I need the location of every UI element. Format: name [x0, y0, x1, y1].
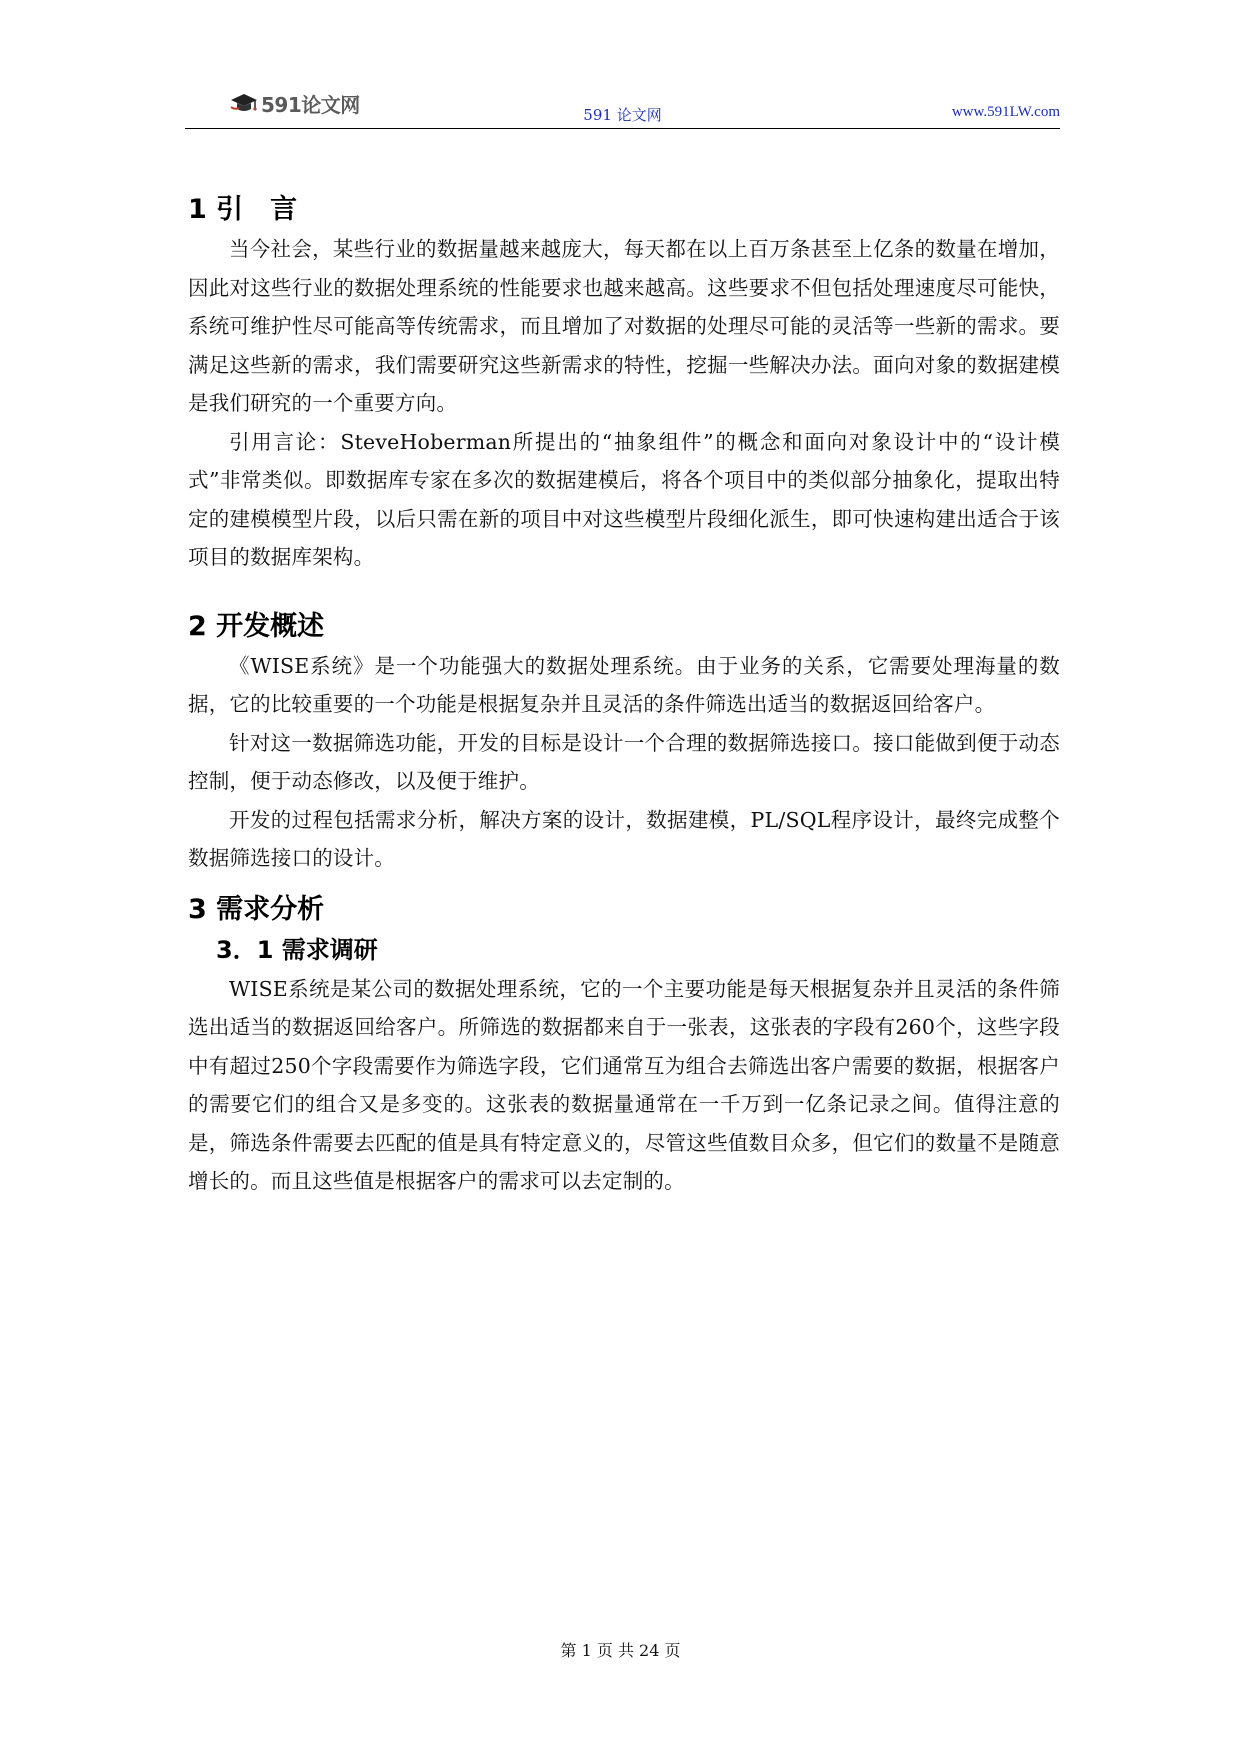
subsection-3-1-heading: 3．1 需求调研	[216, 935, 378, 964]
paragraph: 《WISE系统》是一个功能强大的数据处理系统。由于业务的关系，它需要处理海量的数据，它的比较重要的一个功能是根据复杂并且灵活的条件筛选出适当的数据返回给客户。	[188, 653, 1060, 716]
paragraph: 针对这一数据筛选功能，开发的目标是设计一个合理的数据筛选接口。接口能做到便于动态控制，便于动态修改，以及便于维护。	[188, 730, 1060, 793]
spacer	[188, 577, 1060, 607]
page-header	[185, 82, 1060, 130]
logo-text: 591论文网	[261, 92, 360, 117]
section-2-heading: 2 开发概述	[188, 610, 325, 642]
header-divider	[185, 128, 1060, 129]
paragraph: 开发的过程包括需求分析，解决方案的设计，数据建模，PL/SQL程序设计，最终完成整个数据筛选接口的设计。	[188, 807, 1060, 870]
paragraph: 引用言论：SteveHoberman所提出的“抽象组件”的概念和面向对象设计中的“设计模式”非常类似。即数据库专家在多次的数据建模后，将各个项目中的类似部分抽象化，提取出特定的建模模型片段，以后只需在新的项目中对这些模型片段细化派生，即可快速构建出适合于该项目的数据库架构。	[188, 429, 1060, 569]
spacer	[188, 878, 1060, 890]
document-body	[188, 190, 1060, 1201]
header-site-name[interactable]: 591 论文网	[583, 106, 662, 124]
page-number: 第 1 页 共 24 页	[560, 1641, 681, 1660]
paragraph: 当今社会，某些行业的数据量越来越庞大，每天都在以上百万条甚至上亿条的数量在增加，因此对这些行业的数据处理系统的性能要求也越来越高。这些要求不但包括处理速度尽可能快，系统可维护性尽可能高等传统需求，而且增加了对数据的处理尽可能的灵活等一些新的需求。要满足这些新的需求，我们需要研究这些新需求的特性，挖掘一些解决办法。面向对象的数据建模是我们研究的一个重要方向。	[188, 237, 1060, 415]
section-1-heading: 1 引 言	[188, 194, 298, 225]
section-3-heading: 3 需求分析	[188, 893, 325, 925]
header-site-url[interactable]: www.591LW.com	[951, 104, 1060, 120]
paragraph: WISE系统是某公司的数据处理系统，它的一个主要功能是每天根据复杂并且灵活的条件筛选出适当的数据返回给客户。所筛选的数据都来自于一张表，这张表的字段有260个，这些字段中有超过250个字段需要作为筛选字段，它们通常互为组合去筛选出客户需要的数据，根据客户的需要它们的组合又是多变的。这张表的数据量通常在一千万到一亿条记录之间。值得注意的是，筛选条件需要去匹配的值是具有特定意义的，尽管这些值数目众多，但它们的数量不是随意增长的。而且这些值是根据客户的需求可以去定制的。	[188, 976, 1060, 1193]
